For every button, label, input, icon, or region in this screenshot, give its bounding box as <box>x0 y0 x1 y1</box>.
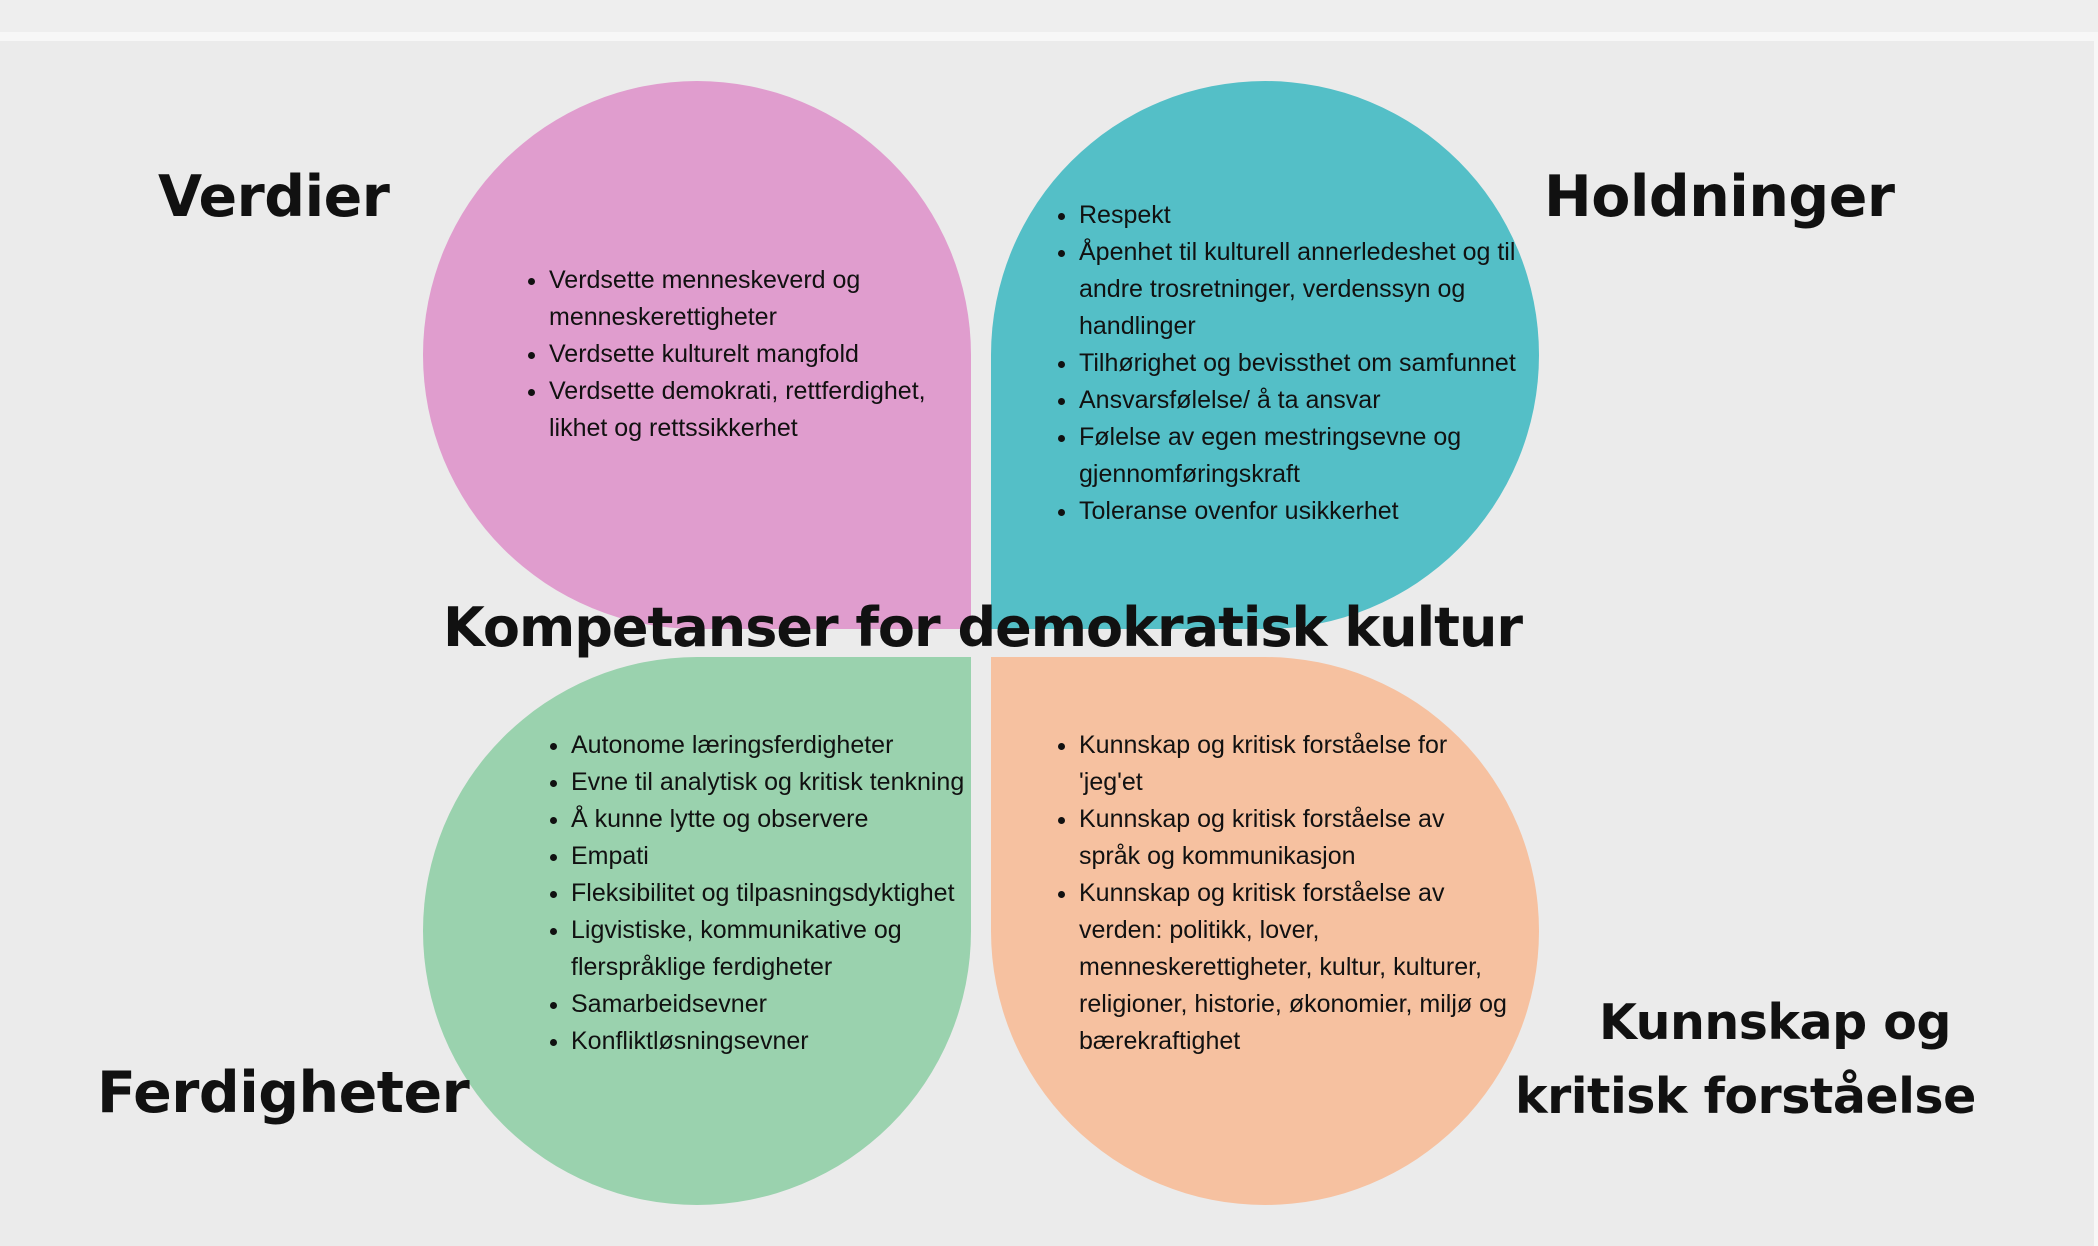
list-item: • Fleksibilitet og tilpasningsdyktighet <box>571 875 976 912</box>
list-item: • Tilhørighet og bevissthet om samfunnet <box>1079 345 1545 382</box>
label-holdninger: Holdninger <box>1544 164 1895 230</box>
verdier-list <box>519 262 949 447</box>
list-item: • Autonome læringsferdigheter <box>571 727 976 764</box>
label-verdier: Verdier <box>158 164 390 230</box>
list-item: • Følelse av egen mestringsevne og gjennomføringskraft <box>1079 419 1545 493</box>
list-item: • Empati <box>571 838 976 875</box>
list-item: • Å kunne lytte og observere <box>571 801 976 838</box>
label-kunnskap-line1: Kunnskap og <box>1599 994 1951 1051</box>
list-item: • Ansvarsfølelse/ å ta ansvar <box>1079 382 1545 419</box>
label-kunnskap-line2: kritisk forståelse <box>1515 1068 1976 1125</box>
diagram-title: Kompetanser for demokratisk kultur <box>443 596 1523 659</box>
label-ferdigheter: Ferdigheter <box>97 1060 470 1126</box>
list-item: • Kunnskap og kritisk forståelse av språk og kommunikasjon <box>1079 801 1509 875</box>
list-item: • Kunnskap og kritisk forståelse av verden: politikk, lover, menneskerettigheter, kultur, kulturer, religioner, historie, økonomier, miljø og bærekraftighet <box>1079 875 1509 1060</box>
list-item: • Verdsette demokrati, rettferdighet, likhet og rettssikkerhet <box>549 373 949 447</box>
list-item: • Samarbeidsevner <box>571 986 976 1023</box>
top-divider <box>0 32 2098 41</box>
list-item: • Verdsette menneskeverd og menneskerettigheter <box>549 262 949 336</box>
list-item: • Kunnskap og kritisk forståelse for 'jeg'et <box>1079 727 1509 801</box>
list-item: • Toleranse ovenfor usikkerhet <box>1079 493 1545 530</box>
kunnskap-list <box>1049 727 1509 1060</box>
list-item: • Evne til analytisk og kritisk tenkning <box>571 764 976 801</box>
list-item: • Ligvistiske, kommunikative og flerspråklige ferdigheter <box>571 912 976 986</box>
ferdigheter-list <box>541 727 976 1060</box>
list-item: • Åpenhet til kulturell annerledeshet og til andre trosretninger, verdenssyn og handlinger <box>1079 234 1545 345</box>
holdninger-list <box>1049 197 1545 530</box>
list-item: • Konfliktløsningsevner <box>571 1023 976 1060</box>
list-item: • Respekt <box>1079 197 1545 234</box>
list-item: • Verdsette kulturelt mangfold <box>549 336 949 373</box>
top-band <box>0 0 2098 32</box>
right-edge-strip <box>2094 41 2098 1246</box>
